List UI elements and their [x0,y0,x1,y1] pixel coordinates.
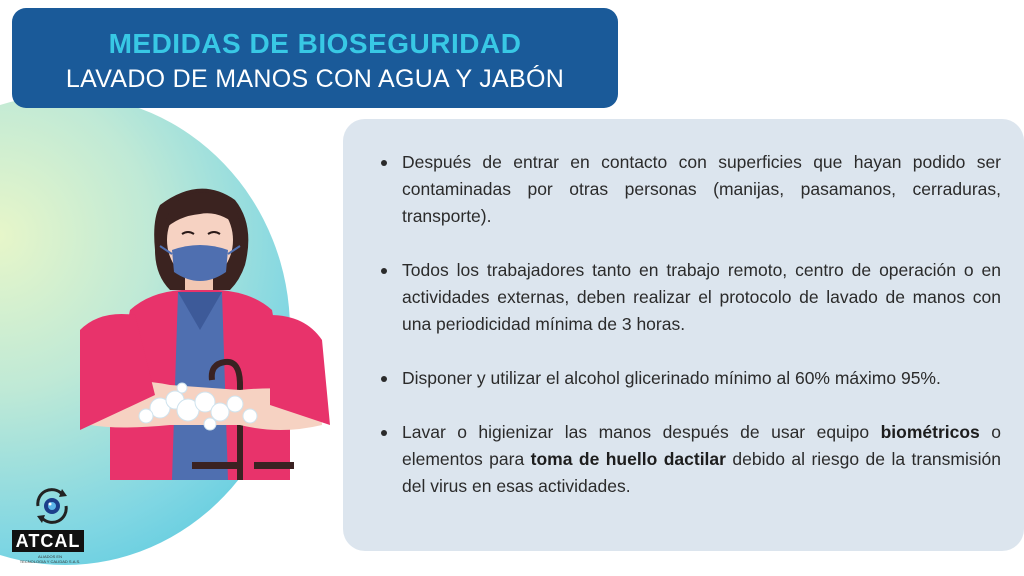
face-mask [172,245,228,281]
bullet-item [381,257,1001,338]
bullet-list [381,149,1001,527]
bullet-item [381,419,1001,500]
bullet-bold-text: toma de huello dactilar [530,449,726,469]
logo-tagline [10,554,90,564]
bullet-dot-icon [381,430,387,436]
page-subtitle: LAVADO DE MANOS CON AGUA Y JABÓN [65,65,565,93]
title-banner [12,8,618,108]
eye-refresh-icon [32,488,72,524]
company-logo [10,488,90,572]
page-title: MEDIDAS DE BIOSEGURIDAD [108,28,522,59]
bullet-text: Disponer y utilizar el alcohol glicerinado mínimo al 60% máximo 95%. [402,368,941,388]
bullet-text: Todos los trabajadores tanto en trabajo remoto, centro de operación o en actividades externas, deben realizar el protocolo de lavado de manos con una periodicidad mínima de 3 horas. [402,260,1001,334]
bullet-bold-text: biométricos [880,422,980,442]
woman-washing-hands-illustration [60,180,350,480]
bullet-dot-icon [381,268,387,274]
logo-tagline-line1: ALIADOS EN [37,554,62,559]
measures-panel [343,119,1024,551]
bullet-text-part: o elementos para [402,422,1001,469]
bullet-text: Después de entrar en contacto con superficies que hayan podido ser contaminadas por otras personas (manijas, pasamanos, cerraduras, transporte). [402,152,1001,226]
bullet-item [381,149,1001,230]
logo-brand: ATCAL [12,530,84,552]
bullet-text-part: debido al riesgo de la transmisión del virus en esas actividades. [402,449,1001,496]
logo-tagline-line2: TECNOLOGIA Y CALIDAD S.A.S. [19,559,81,564]
bullet-item [381,365,1001,392]
bullet-dot-icon [381,376,387,382]
bullet-dot-icon [381,160,387,166]
bullet-text-part: Lavar o higienizar las manos después de usar equipo [402,422,881,442]
